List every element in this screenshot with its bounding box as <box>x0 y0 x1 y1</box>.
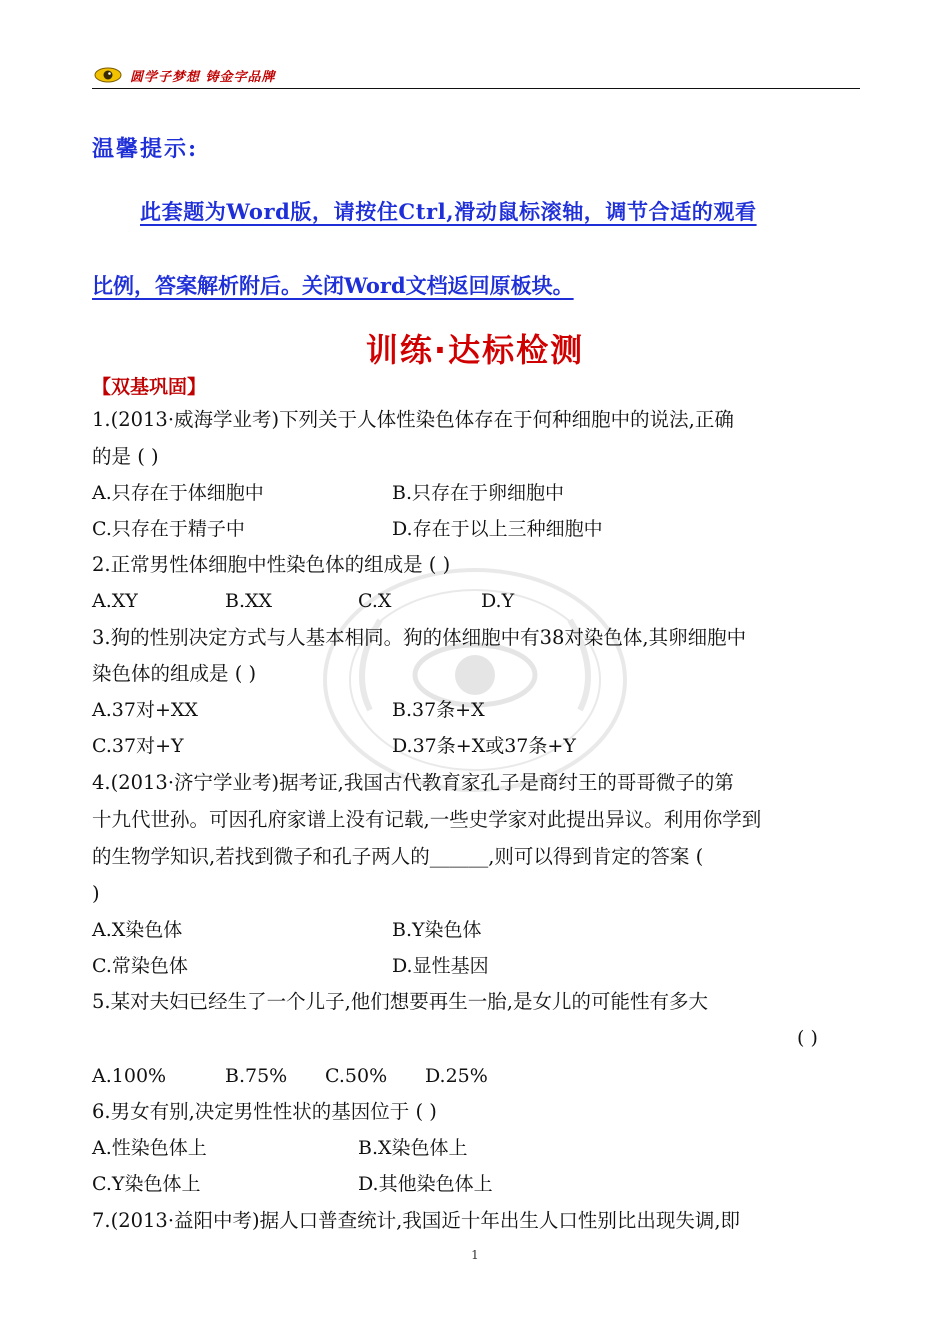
question-4-line-1: 4.(2013·济宁学业考)据考证,我国古代教育家孔子是商纣王的哥哥微子的第 <box>92 771 734 794</box>
question-1-line-1: 1.(2013·威海学业考)下列关于人体性染色体存在于何种细胞中的说法,正确 <box>92 408 734 431</box>
question-5-option-a[interactable]: A.100% <box>92 1065 167 1087</box>
section-heading: 【双基巩固】 <box>92 376 207 398</box>
question-3-option-a[interactable]: A.37对+XX <box>92 699 198 721</box>
header-slogan: 圆学子梦想 铸金字品牌 <box>130 70 276 85</box>
question-1-option-d[interactable]: D.存在于以上三种细胞中 <box>392 518 603 540</box>
question-2-option-d[interactable]: D.Y <box>481 590 515 612</box>
question-6-option-b[interactable]: B.X染色体上 <box>358 1137 468 1159</box>
question-3-option-b[interactable]: B.37条+X <box>392 699 485 721</box>
question-4-line-3: 的生物学知识,若找到微子和孔子两人的______,则可以得到肯定的答案 ( <box>92 845 704 868</box>
page-header <box>92 62 860 89</box>
question-2-option-a[interactable]: A.XY <box>92 590 138 612</box>
question-3-line-1: 3.狗的性别决定方式与人基本相同。狗的体细胞中有38对染色体,其卵细胞中 <box>92 626 747 649</box>
question-5-option-d[interactable]: D.25% <box>425 1065 488 1087</box>
question-6-option-a[interactable]: A.性染色体上 <box>92 1137 207 1159</box>
eye-logo-icon <box>94 66 122 84</box>
question-2-option-b[interactable]: B.XX <box>225 590 273 612</box>
question-7-line-1: 7.(2013·益阳中考)据人口普查统计,我国近十年出生人口性别比出现失调,即 <box>92 1209 741 1232</box>
question-5-line-1: 5.某对夫妇已经生了一个儿子,他们想要再生一胎,是女儿的可能性有多大 <box>92 990 709 1013</box>
question-4-line-4: ) <box>92 882 100 905</box>
tip-title: 温馨提示: <box>92 136 199 162</box>
page-number: 1 <box>471 1248 479 1262</box>
question-6-option-c[interactable]: C.Y染色体上 <box>92 1173 201 1195</box>
question-6-option-d[interactable]: D.其他染色体上 <box>358 1173 493 1195</box>
question-5-answer-bracket: ( ) <box>797 1027 818 1049</box>
question-1-option-c[interactable]: C.只存在于精子中 <box>92 518 245 540</box>
question-3-option-d[interactable]: D.37条+X或37条+Y <box>392 735 576 757</box>
question-4-option-a[interactable]: A.X染色体 <box>92 919 183 941</box>
question-4-option-b[interactable]: B.Y染色体 <box>392 919 482 941</box>
question-1-option-a[interactable]: A.只存在于体细胞中 <box>92 482 264 504</box>
page-title: 训练·达标检测 <box>365 331 585 369</box>
question-3-option-c[interactable]: C.37对+Y <box>92 735 184 757</box>
question-1-line-2: 的是 ( ) <box>92 445 159 468</box>
tip-line-1[interactable]: 此套题为Word版，请按住Ctrl,滑动鼠标滚轴，调节合适的观看 <box>140 199 757 224</box>
question-4-option-c[interactable]: C.常染色体 <box>92 955 188 977</box>
question-4-line-2: 十九代世孙。可因孔府家谱上没有记载,一些史学家对此提出异议。利用你学到 <box>92 808 762 831</box>
question-6-line-1: 6.男女有别,决定男性性状的基因位于 ( ) <box>92 1100 437 1123</box>
question-1-option-b[interactable]: B.只存在于卵细胞中 <box>392 482 565 504</box>
question-5-option-c[interactable]: C.50% <box>325 1065 388 1087</box>
question-4-option-d[interactable]: D.显性基因 <box>392 955 489 977</box>
question-3-line-2: 染色体的组成是 ( ) <box>92 662 257 685</box>
question-5-option-b[interactable]: B.75% <box>225 1065 288 1087</box>
question-2-option-c[interactable]: C.X <box>358 590 392 612</box>
tip-line-2[interactable]: 比例，答案解析附后。关闭Word文档返回原板块。 <box>92 273 574 298</box>
question-2-line-1: 2.正常男性体细胞中性染色体的组成是 ( ) <box>92 553 451 576</box>
